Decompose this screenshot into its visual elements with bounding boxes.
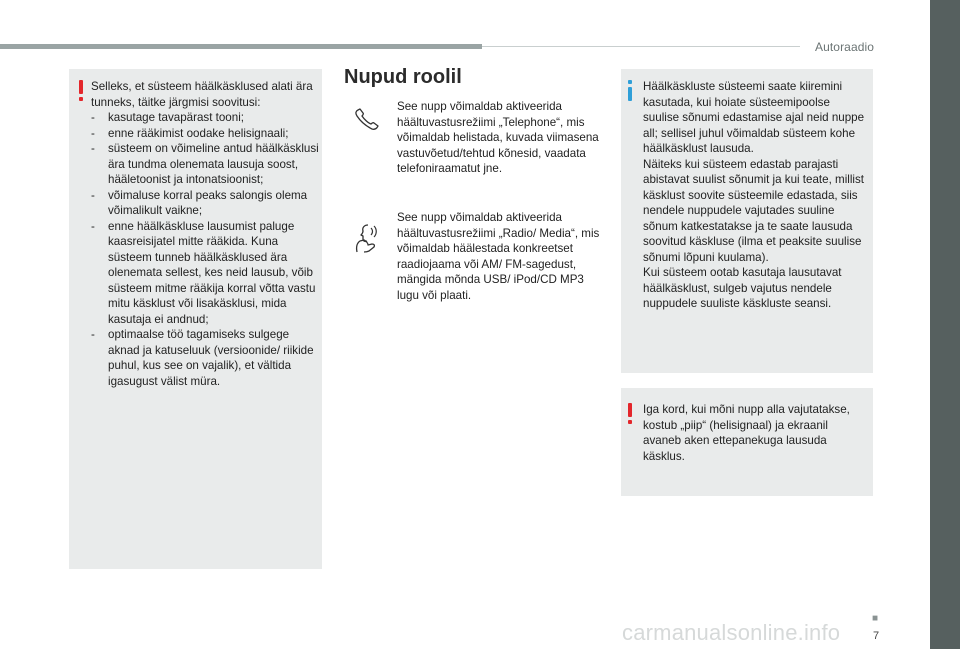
page-edge-band [930,0,960,649]
page-title: Nupud roolil [344,66,462,88]
list-item: - võimaluse korral peaks salongis olema võimalikult vaikne; [91,188,319,219]
watermark: carmanualsonline.info [622,620,841,645]
tips-list [91,110,319,389]
warning-text: Iga kord, kui mõni nupp alla vajutatakse, kostub „piip“ (helisignaal) ja ekraanil avaneb aken ettepanekuga lausuda käsklus. [643,403,850,463]
voice-button-description: See nupp võimaldab aktiveerida häältuvastusrežiimi „Radio/ Media“, mis võimaldab häälestada konkreetset raadiojaama või AM/ FM-sagedust, mängida mõnda USB/ iPod/CD MP3 lugu või plaati. [397,211,600,302]
phone-icon [352,106,382,137]
list-item: - enne häälkäskluse lausumist paluge kaasreisijatel mitte rääkida. Kuna süsteem tunneb häälkäsklused ära olenemata sellest, kes neid lausub, võib süsteem mitme rääkija korral võtta vastu mitu käsklust või lisakäsklusi, mida kasutaja ei andnud; [91,219,319,328]
list-item: - optimaalse töö tagamiseks sulgege aknad ja katuseluuk (versioonide/ riikide puhul, kus see on vajalik), et vältida igasugust välist müra. [91,327,319,389]
info-text [643,79,869,312]
voice-command-icon [352,222,382,259]
header-rule-thin [482,46,800,47]
phone-button-description: See nupp võimaldab aktiveerida häältuvastusrežiimi „Telephone“, mis võimaldab helistada, kuvada viimasena vastuvõetud/tehtud kõnesid, vaadata telefoniraamatut jne. [397,100,599,175]
info-paragraph: Kui süsteem ootab kasutaja lausutavat häälkäsklust, sulgeb vajutus nendele nuppudele suuliste käskluste seansi. [643,266,842,310]
info-paragraph: Häälkäskluste süsteemi saate kiiremini kasutada, kui hoiate süsteemipoolse suulise sõnumi edastamise ajal neid nuppe all; sellisel juhul võimaldab süsteem kohe häälkäsklust lausuda. [643,80,865,155]
list-item: - kasutage tavapärast tooni; [91,110,319,126]
page-marker: ■ [872,613,879,624]
page-number: 7 [873,630,880,642]
list-item: - süsteem on võimeline antud häälkäsklusi ära tundma olenemata lausuja soost, hääletoonist ja intonatsioonist; [91,141,319,188]
tips-intro: Selleks, et süsteem häälkäsklused alati ära tunneks, täitke järgmisi soovitusi: [91,80,313,109]
section-title: Autoraadio [815,40,875,54]
info-paragraph: Näiteks kui süsteem edastab parajasti abistavat suulist sõnumit ja kui teate, millist käsklust soovite süsteemile edastada, siis nendele nuppudele vajutades suuline sõnum katkestatakse ja te saate lausuda soovitud käskluse (ilma et peaksite suulise sõnumi lõpuni kuulama). [643,157,865,264]
list-item: - enne rääkimist oodake helisignaali; [91,126,319,142]
header-rule [0,44,482,49]
